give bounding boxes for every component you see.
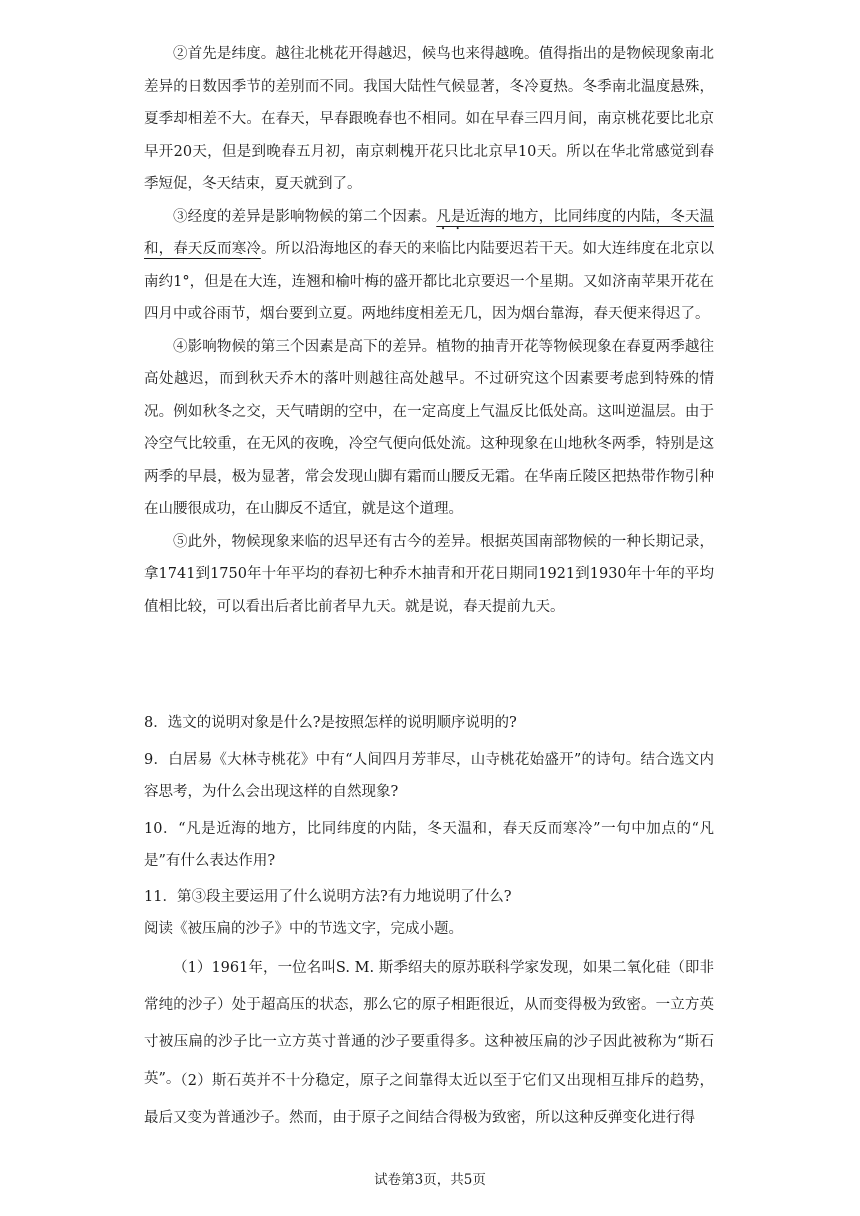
paragraph-3-longitude (144, 201, 714, 331)
dotted-word-fanshi: 凡是 (436, 208, 466, 225)
paragraph-5-ancient-modern: ⑤此外，物候现象来临的迟早还有古今的差异。根据英国南部物候的一种长期记录，拿1741到1750年十年平均的春初七种乔木抽青和开花日期同1921到1930年十年的平均值相比较，可以看出后者比前者早九天。就是说，春天提前九天。 (144, 533, 714, 615)
page-footer: 试卷第3页，共5页 (374, 1172, 486, 1188)
passage-physics-of-phenology (144, 38, 714, 623)
reading-instruction: 阅读《被压扁的沙子》中的节选文字，完成小题。 (144, 921, 463, 937)
paragraph-3-intro: ③经度的差异是影响物候的第二个因素。 (173, 208, 437, 225)
paragraph-4-altitude: ④影响物候的第三个因素是高下的差异。植物的抽青开花等物候现象在春夏两季越往高处越迟，而到秋天乔木的落叶则越往高处越早。不过研究这个因素要考虑到特殊的情况。例如秋冬之交，天气晴朗的空中，在一定高度上气温反比低处高。这叫逆温层。由于冷空气比较重，在无风的夜晚，冷空气便向低处流。这种现象在山地秋冬两季，特别是这两季的早晨，极为显著，常会发现山脚有霜而山腰反无霜。在华南丘陵区把热带作物引种在山腰很成功，在山脚反不适宜，就是这个道理。 (144, 338, 714, 517)
question-11: 11．第③段主要运用了什么说明方法?有力地说明了什么? (144, 889, 512, 905)
sand-paragraph-2: （2）斯石英并不十分稳定，原子之间靠得太近以至于它们又出现相互排斥的趋势，最后又变为普通沙子。然而，由于原子之间结合得极为致密，所以这种反弹变化进行得 (144, 1073, 714, 1126)
question-10: 10．“凡是近海的地方，比同纬度的内陆，冬天温和，春天反而寒冷”一句中加点的“凡是”有什么表达作用? (144, 821, 714, 869)
paragraph-2-latitude: ②首先是纬度。越往北桃花开得越迟，候鸟也来得越晚。值得指出的是物候现象南北差异的日数因季节的差别而不同。我国大陆性气候显著，冬冷夏热。冬季南北温度悬殊，夏季却相差不大。在春天，早春跟晚春也不相同。如在早春三四月间，南京桃花要比北京早开20天，但是到晚春五月初，南京刺槐开花只比北京早10天。所以在华北常感觉到春季短促，冬天结束，夏天就到了。 (144, 46, 714, 192)
underlined-text: 近海的地方，比同纬度的内陆，冬天温和，春天反而寒冷 (144, 208, 714, 257)
paragraph-3-rest: 。所以沿海地区的春天的来临比内陆要迟若干天。如大连纬度在北京以南约1°，但是在大连，连翘和榆叶梅的盛开都比北京要迟一个星期。又如济南苹果开花在四月中或谷雨节，烟台要到立夏。两地纬度相差无几，因为烟台靠海，春天便来得迟了。 (144, 241, 715, 322)
question-9: 9．白居易《大林寺桃花》中有“人间四月芳菲尽，山寺桃花始盛开”的诗句。结合选文内容思考，为什么会出现这样的自然现象? (144, 752, 714, 800)
sand-paragraph-1: （1）1961年，一位名叫S. M. 斯季绍夫的原苏联科学家发现，如果二氧化硅（即非常纯的沙子）处于超高压的状态，那么它的原子相距很近，从而变得极为致密。一立方英寸被压扁的沙子比一立方英寸普通的沙子要重得多。这种被压扁的沙子因此被称为“斯石英”。 (144, 960, 714, 1087)
question-8: 8．选文的说明对象是什么?是按照怎样的说明顺序说明的? (144, 715, 517, 731)
